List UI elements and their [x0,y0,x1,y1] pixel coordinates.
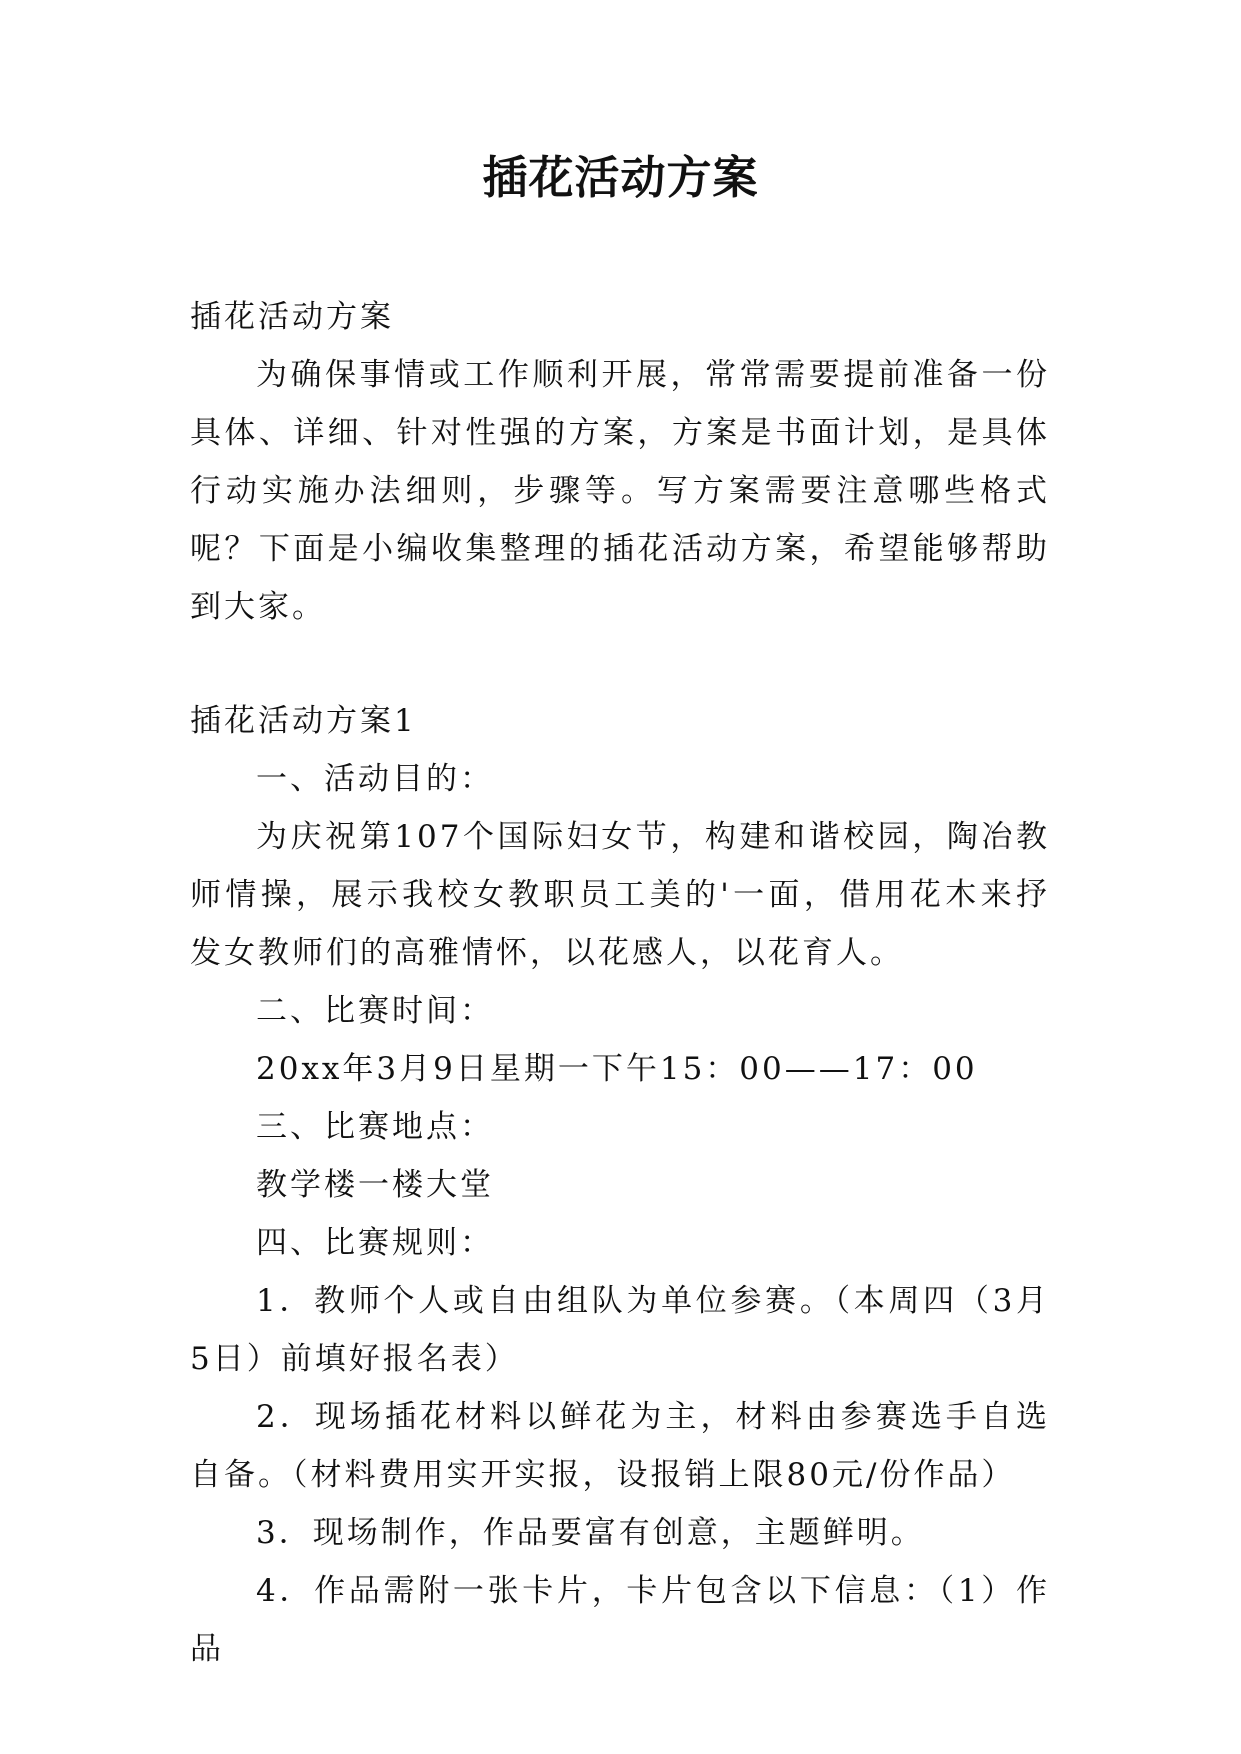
time-heading: 二、比赛时间： [256,993,494,1029]
document-body [190,288,1050,1678]
rules-heading: 四、比赛规则： [256,1225,494,1261]
document-subtitle: 插花活动方案 [190,299,394,335]
rule-item-4: 4．作品需附一张卡片，卡片包含以下信息：（1）作品 [190,1573,1050,1667]
intro-paragraph: 为确保事情或工作顺利开展，常常需要提前准备一份具体、详细、针对性强的方案，方案是书面计划，是具体行动实施办法细则，步骤等。写方案需要注意哪些格式呢？下面是小编收集整理的插花活动方案，希望能够帮助到大家。 [190,357,1050,625]
purpose-heading: 一、活动目的： [256,761,494,797]
document-title: 插花活动方案 [482,151,759,204]
section-heading: 插花活动方案1 [190,703,417,739]
purpose-paragraph: 为庆祝第107个国际妇女节，构建和谐校园，陶冶教师情操，展示我校女教职员工美的'一面，借用花木来抒发女教师们的高雅情怀，以花感人，以花育人。 [190,819,1050,971]
rule-item-3: 3．现场制作，作品要富有创意，主题鲜明。 [256,1515,925,1551]
rule-item-1: 1．教师个人或自由组队为单位参赛。（本周四（3月5日）前填好报名表） [190,1283,1050,1377]
time-paragraph: 20xx年3月9日星期一下午15：00——17：00 [256,1051,978,1087]
place-paragraph: 教学楼一楼大堂 [256,1167,494,1203]
rule-item-2: 2．现场插花材料以鲜花为主，材料由参赛选手自选自备。（材料费用实开实报，设报销上限80元/份作品） [190,1399,1050,1493]
place-heading: 三、比赛地点： [256,1109,494,1145]
